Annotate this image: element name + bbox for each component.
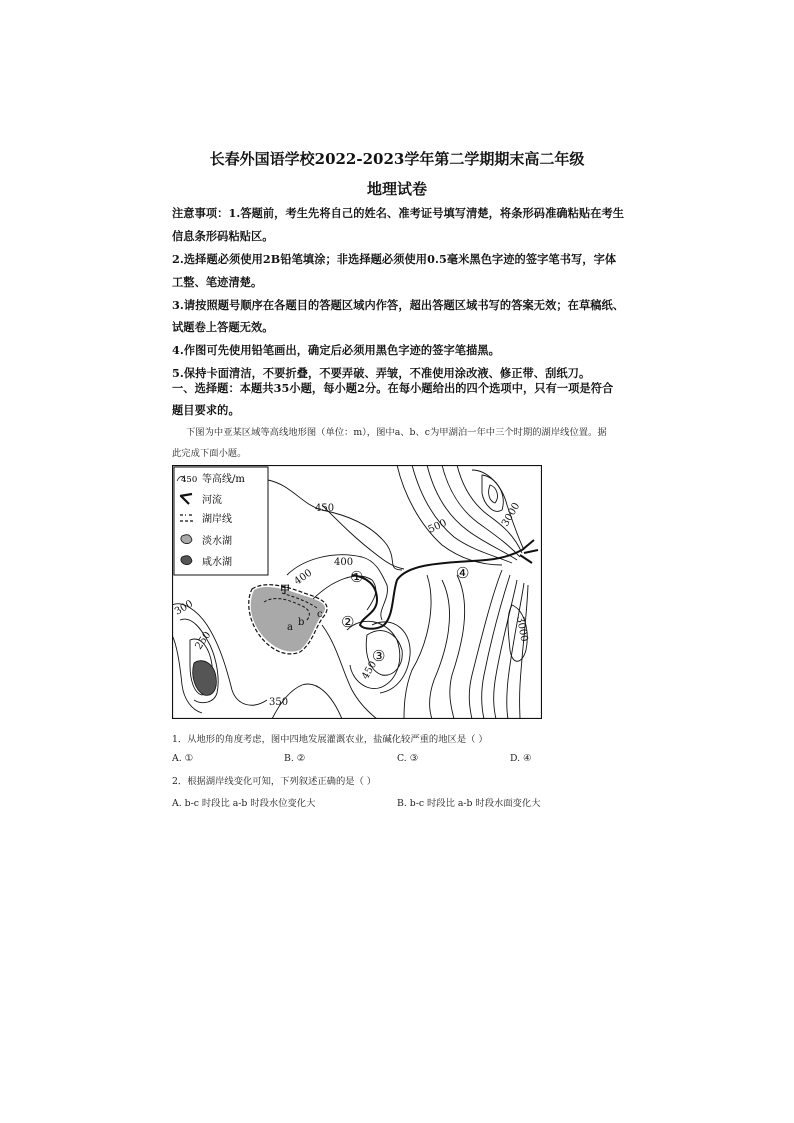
fresh-lake-symbol-icon [181, 535, 192, 544]
contour-label: 350 [269, 697, 289, 708]
legend-shoreline-label: 湖岸线 [202, 514, 232, 525]
shoreline-c-label: c [317, 609, 323, 620]
shoreline-a-label: a [287, 622, 293, 633]
note-line: 信息条形码粘贴区。 [172, 229, 274, 243]
question-1-stem: 1．从地形的角度考虑，图中四地发展灌溉农业，盐碱化较严重的地区是（ ） [172, 734, 488, 745]
legend-contour-label: 等高线/m [202, 474, 245, 485]
note-line: 试题卷上答题无效。 [172, 320, 274, 334]
note-line: 2.选择题必须使用2B铅笔填涂；非选择题必须使用0.5毫米黑色字迹的签字笔书写，字体 [172, 252, 617, 266]
section-heading: 一、选择题：本题共35小题，每小题2分。在每小题给出的四个选项中，只有一项是符合 [172, 381, 614, 395]
question-1-option-b[interactable]: B. ② [284, 753, 306, 764]
question-2-option-b[interactable]: B. b-c 时段比 a-b 时段水面变化大 [397, 798, 541, 809]
section-heading-cont: 题目要求的。 [172, 403, 240, 417]
question-1-option-a[interactable]: A. ① [172, 753, 193, 764]
lake-name-label: 甲 [280, 585, 290, 596]
contour-label: 3000 [500, 500, 523, 529]
legend-fresh-lake-label: 淡水湖 [202, 536, 232, 547]
exam-title: 长春外国语学校2022-2023学年第二学期期末高二年级 [209, 150, 585, 168]
legend-salt-lake-label: 咸水湖 [202, 557, 232, 568]
shoreline-b-label: b [298, 617, 305, 628]
contour-label: 400 [292, 567, 315, 588]
contour-label: 300 [173, 598, 196, 618]
exam-subtitle: 地理试卷 [366, 180, 427, 198]
area-marker-4: ④ [456, 564, 470, 582]
intro-line: 下图为中亚某区域等高线地形图（单位：m），图中a、b、c为甲湖泊一年中三个时期的湖岸线位置。据 [186, 427, 607, 438]
contour-map [172, 465, 542, 719]
question-2-option-a[interactable]: A. b-c 时段比 a-b 时段水位变化大 [172, 798, 316, 809]
question-1-option-c[interactable]: C. ③ [397, 753, 419, 764]
area-marker-1: ① [350, 568, 364, 586]
note-line: 注意事项：1.答题前，考生先将自己的姓名、准考证号填写清楚，将条形码准确粘贴在考生 [172, 206, 625, 220]
intro-line: 此完成下面小题。 [172, 448, 247, 459]
contour-label: 450 [315, 503, 335, 514]
contour-label: 3000 [514, 615, 530, 643]
salt-lake-symbol-icon [181, 556, 192, 565]
area-marker-2: ② [341, 613, 355, 631]
question-1-option-d[interactable]: D. ④ [510, 753, 532, 764]
question-2-stem: 2．根据湖岸线变化可知，下列叙述正确的是（ ） [172, 776, 377, 787]
note-line: 3.请按照题号顺序在各题目的答题区域内作答，超出答题区域书写的答案无效；在草稿纸、 [172, 298, 625, 312]
contour-label: 500 [426, 517, 449, 536]
contour-label: 400 [334, 557, 354, 568]
legend-river-label: 河流 [202, 495, 222, 506]
legend-contour-number: 450 [181, 475, 198, 485]
contour-label: 450 [360, 659, 380, 682]
area-marker-3: ③ [372, 647, 386, 665]
contour-label: 250 [193, 629, 214, 652]
note-line: 工整、笔迹清楚。 [172, 275, 263, 289]
note-line: 5.保持卡面清洁，不要折叠，不要弄破、弄皱，不准使用涂改液、修正带、刮纸刀。 [172, 366, 591, 380]
note-line: 4.作图可先使用铅笔画出，确定后必须用黑色字迹的签字笔描黑。 [172, 343, 500, 357]
